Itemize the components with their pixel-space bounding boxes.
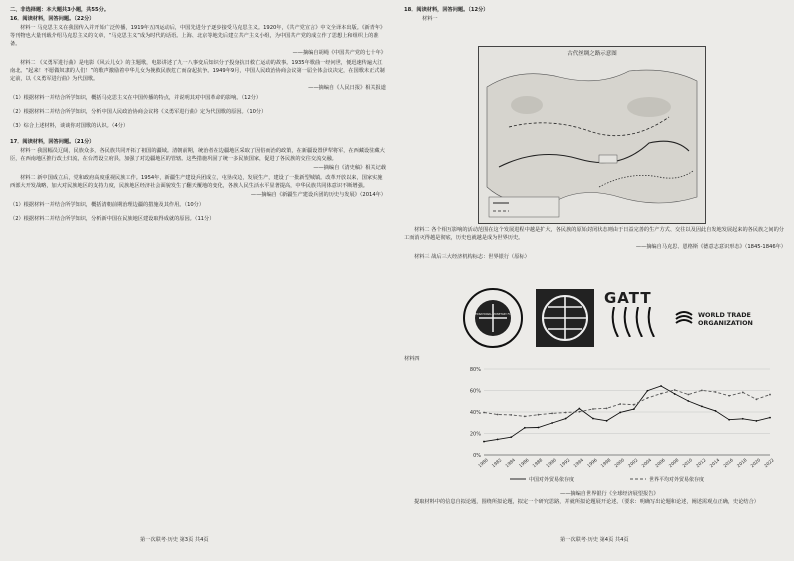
y-tick-label: 20% xyxy=(469,431,481,438)
x-tick-label: 2008 xyxy=(668,458,681,470)
gatt-logo-icon xyxy=(604,287,666,349)
x-tick-label: 1996 xyxy=(586,458,599,470)
series-line-2 xyxy=(484,390,770,416)
data-point xyxy=(647,397,649,399)
q17-material-2-source: ——摘编自《新疆生产建设兵团的历史与发展》（2014年） xyxy=(250,192,386,198)
y-tick-label: 0% xyxy=(473,452,481,459)
data-point xyxy=(742,392,744,394)
data-point xyxy=(715,410,717,412)
q17-question-2: （2）根据材料二并结合所学知识，分析新中国在民族地区建设取得成就的原因。（11分） xyxy=(10,216,215,222)
series-line-1 xyxy=(484,386,770,442)
legend-label-2: 世界平均对外贸易依存度 xyxy=(649,477,705,483)
data-point xyxy=(510,436,512,438)
data-point xyxy=(633,408,635,410)
x-tick-label: 2000 xyxy=(613,458,626,470)
chart-source: ——摘编自世界银行《全球经济展望报告》 xyxy=(560,491,659,497)
y-tick-label: 80% xyxy=(469,366,481,373)
legend-label-1: 中国对外贸易依存度 xyxy=(529,477,575,483)
data-point xyxy=(592,418,594,420)
x-tick-label: 1980 xyxy=(477,458,490,470)
x-tick-label: 2018 xyxy=(736,458,749,470)
data-point xyxy=(755,420,757,422)
wto-text-line-2: ORGANIZATION xyxy=(698,319,753,327)
data-point xyxy=(565,412,567,414)
q16-material-1: 材料一 马克思主义在我国传入并开始广泛传播，1919年五四运动后，中国先进分子逐步接受马克思主义。1920年，《共产党宣言》中文全译本出版。《新青年》等刊物也大量刊载介绍马克思主义的文章，“马克思主义”成为时代的话语。上海、北京等地先后建立共产主义小组，为中国共产党的成立作了思想上和组织上的准备。 xyxy=(10,25,386,47)
q16-question-2: （2）根据材料二并结合所学知识，分析中国人民政治协商会议将《义勇军进行曲》定为代国歌的原因。（10分） xyxy=(10,109,267,115)
q17-material-1-source: ——摘编自《清史稿》相关记载 xyxy=(313,165,386,171)
material-4-label: 材料四 xyxy=(404,356,420,362)
data-point xyxy=(619,412,621,414)
data-point xyxy=(755,398,757,400)
q16-material-2-source: ——摘编自《人民日报》相关报道 xyxy=(308,85,386,91)
data-point xyxy=(510,414,512,416)
x-tick-label: 2022 xyxy=(763,458,776,470)
x-tick-label: 2002 xyxy=(627,458,640,470)
data-point xyxy=(551,412,553,414)
wto-text-line-1: WORLD TRADE xyxy=(698,311,751,319)
data-point xyxy=(497,414,499,416)
data-point xyxy=(660,385,662,387)
q17-title: 17．阅读材料，回答问题。（21分） xyxy=(10,139,95,145)
data-point xyxy=(769,417,771,419)
x-tick-label: 1988 xyxy=(532,458,545,470)
data-point xyxy=(769,394,771,396)
x-tick-label: 1998 xyxy=(600,458,613,470)
world-bank-logo-icon xyxy=(534,287,596,349)
q16-title: 16．阅读材料，回答问题。（22分） xyxy=(10,16,95,22)
data-point xyxy=(606,407,608,409)
q18-material-2: 材料二 各个相互影响的活动范围在这个发展进程中越是扩大，各民族的原始封闭状态则由于日益完善的生产方式、交往以及因此自发地发展起来的各民族之间的分工而消灭得越是彻底，历史也就越是成为世界历史。 xyxy=(404,227,784,241)
wto-logo-icon xyxy=(674,287,782,349)
x-tick-label: 2016 xyxy=(722,458,735,470)
data-point xyxy=(701,389,703,391)
logo-row xyxy=(462,287,782,353)
x-tick-label: 2020 xyxy=(750,458,762,470)
data-point xyxy=(578,411,580,413)
q18-material-2-source: ——摘编自马克思、恩格斯《德意志意识形态》（1845-1846年） xyxy=(635,244,786,250)
data-point xyxy=(551,422,553,424)
data-point xyxy=(524,416,526,418)
q16-question-1: （1）根据材料一并结合所学知识，概括马克思主义在中国传播的特点，并说明其对中国革命的影响。（12分） xyxy=(10,95,262,101)
q18-material-3: 材料三 战后三大经济机构标志：世界银行（原标） xyxy=(414,254,530,260)
data-point xyxy=(687,400,689,402)
data-point xyxy=(538,427,540,429)
x-tick-label: 2014 xyxy=(709,458,722,470)
data-point xyxy=(619,403,621,405)
data-point xyxy=(483,441,485,443)
section-heading: 二、非选择题：本大题共3小题，共55分。 xyxy=(10,7,110,13)
x-tick-label: 1994 xyxy=(573,458,585,470)
silk-road-map xyxy=(478,46,706,224)
data-point xyxy=(578,408,580,410)
q17-material-2: 材料二 新中国成立后，党和政府高度重视民族工作。1954年，新疆生产建设兵团成立，屯垦戍边，发展生产，建设了一批新型城镇。改革开放以来，国家实施西部大开发战略，加大对民族地区的支持力度，民族地区经济社会面貌发生了翻天覆地的变化，各族人民生活水平显著提高，中华民族共同体意识不断增强。 xyxy=(10,175,383,189)
q18-question-block xyxy=(404,498,786,507)
map-drawing xyxy=(479,47,705,223)
data-point xyxy=(538,414,540,416)
gatt-logo-text: GATT xyxy=(604,289,652,307)
x-tick-label: 1992 xyxy=(559,458,572,470)
q18-title: 18．阅读材料，回答问题。（12分） xyxy=(404,7,489,13)
chart-svg xyxy=(450,363,776,485)
data-point xyxy=(728,395,730,397)
data-point xyxy=(524,427,526,429)
q16-material-2: 材料二 《义勇军进行曲》是电影《风云儿女》的主题歌，电影讲述了九一八事变后知识分子投身抗日救亡运动的故事。1935年歌曲一经问世，便迅速传遍大江南北。“起来！不愿做奴隶的人们！”的歌声激励着中华儿女为挽救民族危亡而奋起抗争。1949年9月，中国人民政治协商会议第一届全体会议决定，在国歌未正式制定前，以《义勇军进行曲》为代国歌。 xyxy=(10,60,385,82)
x-tick-label: 1982 xyxy=(491,458,504,470)
data-point xyxy=(701,406,703,408)
data-point xyxy=(742,418,744,420)
data-point xyxy=(728,419,730,421)
x-tick-label: 2004 xyxy=(641,458,653,470)
y-tick-label: 40% xyxy=(469,409,481,416)
data-point xyxy=(592,408,594,410)
data-point xyxy=(483,412,485,414)
data-point xyxy=(633,404,635,406)
footer-right: 第一次联考·历史 第4页 共4页 xyxy=(560,537,629,543)
data-point xyxy=(647,390,649,392)
q16-material-1-source: ——摘编自胡绳《中国共产党的七十年》 xyxy=(292,50,386,56)
x-tick-label: 1984 xyxy=(505,458,517,470)
x-tick-label: 2010 xyxy=(682,458,694,470)
imf-logo-icon xyxy=(462,287,524,349)
data-point xyxy=(687,394,689,396)
footer-left: 第一次联考·历史 第3页 共4页 xyxy=(140,537,209,543)
right-page xyxy=(404,6,786,24)
data-point xyxy=(606,420,608,422)
x-tick-label: 1986 xyxy=(518,458,531,470)
imf-logo-text: INTERNATIONAL MONETARY FUND xyxy=(470,313,515,316)
q17-material-1: 材料一 我国幅员辽阔，民族众多，各民族共同开拓了祖国的疆域。清朝前期，统治者在边疆地区采取了因俗而治的政策，在新疆设置伊犁将军，在西藏设驻藏大臣，在西南地区推行改土归流，在台湾设立府县，加强了对边疆地区的管辖。这些措施巩固了统一多民族国家，促进了各民族的交往交流交融。 xyxy=(10,148,385,162)
data-point xyxy=(565,418,567,420)
material-1-label: 材料一 xyxy=(422,16,438,22)
x-tick-label: 2006 xyxy=(654,458,667,470)
x-tick-label: 2012 xyxy=(695,458,708,470)
data-point xyxy=(660,393,662,395)
q16-question-3: （3）综合上述材料，谈谈你对国歌的认识。（4分） xyxy=(10,123,129,129)
left-page xyxy=(10,6,386,224)
data-point xyxy=(674,393,676,395)
map-title: 古代丝绸之路示意图 xyxy=(567,51,617,57)
data-point xyxy=(674,389,676,391)
x-tick-label: 1990 xyxy=(545,458,558,470)
trade-dependency-chart xyxy=(450,363,776,485)
y-tick-label: 60% xyxy=(469,388,481,395)
q17-question-1: （1）根据材料一并结合所学知识，概括清朝前期治理边疆的措施及其作用。（10分） xyxy=(10,202,205,208)
data-point xyxy=(497,439,499,441)
right-page-body xyxy=(404,226,786,262)
q18-question: 提取材料中的信息自拟论题，围绕所拟论题，拟定一个研究思路，并就所拟论题展开论述。（要求：明确写出论题和论述，阐述需观点正确，史论结合） xyxy=(414,499,759,505)
data-point xyxy=(715,391,717,393)
